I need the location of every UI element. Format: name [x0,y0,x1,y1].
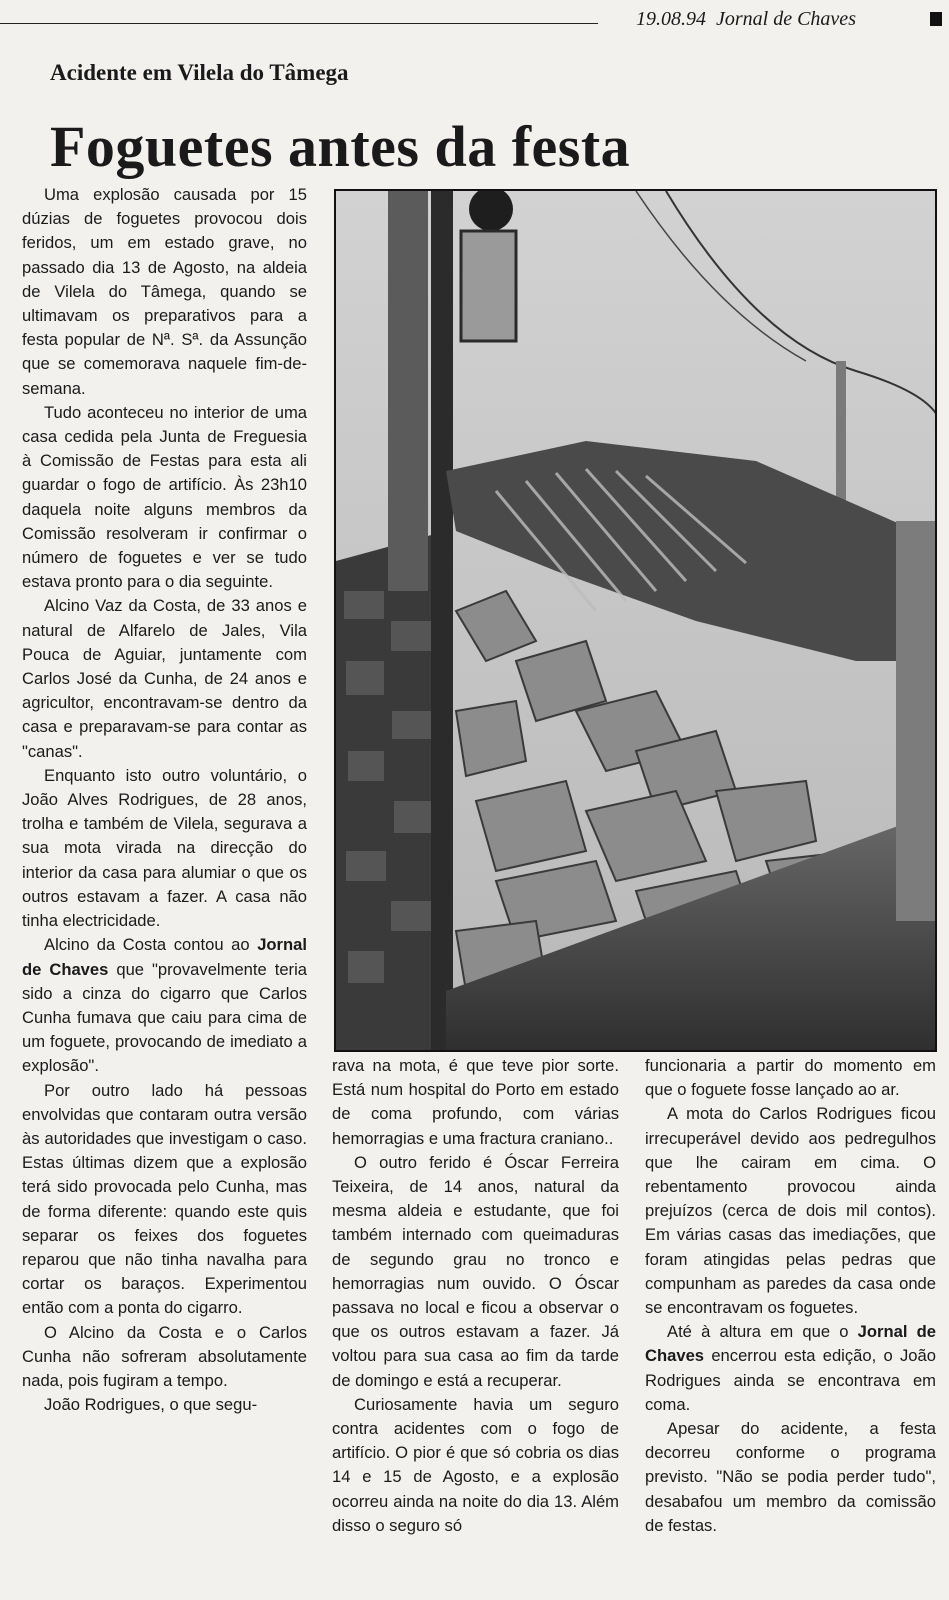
header-rule [0,23,598,24]
paragraph: Apesar do acidente, a festa decorreu conforme o programa previsto. "Não se podia perder tudo", desabafou um membro da comissão de festas. [645,1419,936,1535]
paragraph-text: Alcino da Costa contou ao [44,935,258,955]
paragraph [645,1320,936,1417]
paragraph: Curiosamente havia um seguro contra acidentes com o fogo de artifício. O pior é que só cobria os dias 14 e 15 de Agosto, e a explosão ocorreu ainda na noite do dia 13. Além disso o seguro só [332,1394,619,1535]
dateline [636,6,926,32]
paragraph-text: encerrou esta edição, o João Rodrigues ainda se encontrava em coma. [645,1346,936,1414]
article-column-1 [22,183,307,1417]
paragraph: Alcino Vaz da Costa, de 33 anos e natural de Alfarelo de Jales, Vila Pouca de Aguiar, juntamente com Carlos José da Cunha, de 24 anos e agricultor, encontravam-se dentro da casa e preparavam-se para contar as "canas". [22,596,307,761]
paragraph-text: Até à altura em que o [667,1322,858,1342]
section-marker-icon [930,12,942,26]
paragraph: funcionaria a partir do momento em que o foguete fosse lançado ao ar. [645,1056,936,1100]
paragraph: João Rodrigues, o que segu- [44,1395,258,1415]
publication-name: Jornal de Chaves [716,8,856,30]
article-column-2 [332,1054,619,1538]
paragraph [22,933,307,1078]
paragraph: A mota do Carlos Rodrigues ficou irrecuperável devido aos pedregulhos que lhe cairam em cima. O rebentamento provocou ainda prejuízos (cerca de dois mil contos). Em várias casas das imediações, que foram atingidas pelas pedras que compunham as paredes da casa onde se encontravam os foguetes. [645,1104,936,1318]
article-photo [334,189,937,1052]
paragraph: Tudo aconteceu no interior de uma casa cedida pela Junta de Freguesia à Comissão de Festas para esta ali guardar o fogo de artifício. Às 23h10 daquela noite alguns membros da Comissão resolveram ir confirmar o número de foguetes e ver se tudo estava pronto para o dia seguinte. [22,402,307,592]
publication-mention: Jornal de Chaves [22,935,307,979]
paragraph: Enquanto isto outro voluntário, o João Alves Rodrigues, de 28 anos, trolha e também de Vilela, segurava a sua mota virada na direcção do interior da casa para alumiar o que os outros estavam a fazer. A casa não tinha electricidade. [22,765,307,931]
paragraph: O Alcino da Costa e o Carlos Cunha não sofreram absolutamente nada, pois fugiram a tempo. [22,1322,307,1390]
publication-mention: Jornal de Chaves [645,1322,936,1366]
paragraph: rava na mota, é que teve pior sorte. Está num hospital do Porto em estado de coma profundo, com várias hemorragias e uma fractura craniano.. [332,1056,619,1148]
paragraph: O outro ferido é Óscar Ferreira Teixeira, de 14 anos, natural da mesma aldeia e estudante, que foi também internado com queimaduras de segundo grau no tronco e hemorragias num ouvido. O Óscar passava no local e ficou a observar o que os outros estavam a fazer. Já voltou para sua casa ao fim da tarde de domingo e está a recuperar. [332,1152,619,1390]
article-headline: Foguetes antes da festa [50,114,631,179]
rubble-photo-image [336,191,937,1052]
article-column-3 [645,1054,936,1538]
article-kicker: Acidente em Vilela do Tâmega [50,60,349,85]
paragraph: Uma explosão causada por 15 dúzias de foguetes provocou dois feridos, um em estado grave, no passado dia 13 de Agosto, na aldeia de Vilela do Tâmega, quando se ultimavam os preparativos para a festa popular de Nª. Sª. da Assunção que se comemorava naquele fim-de-semana. [22,185,307,398]
paragraph-text: que "provavelmente teria sido a cinza do cigarro que Carlos Cunha fumava que caiu para cima de um foguete, provocando de imediato a explosão". [22,959,307,1076]
paragraph: Por outro lado há pessoas envolvidas que contaram outra versão às autoridades que investigam o caso. Estas últimas dizem que a explosão terá sido provocada pelo Cunha, mas de forma diferente: quando este quis separar os feixes dos foguetes reparou que não tinha navalha para cortar os baraços. Experimentou então com a ponta do cigarro. [22,1080,307,1318]
issue-date: 19.08.94 [636,8,706,30]
